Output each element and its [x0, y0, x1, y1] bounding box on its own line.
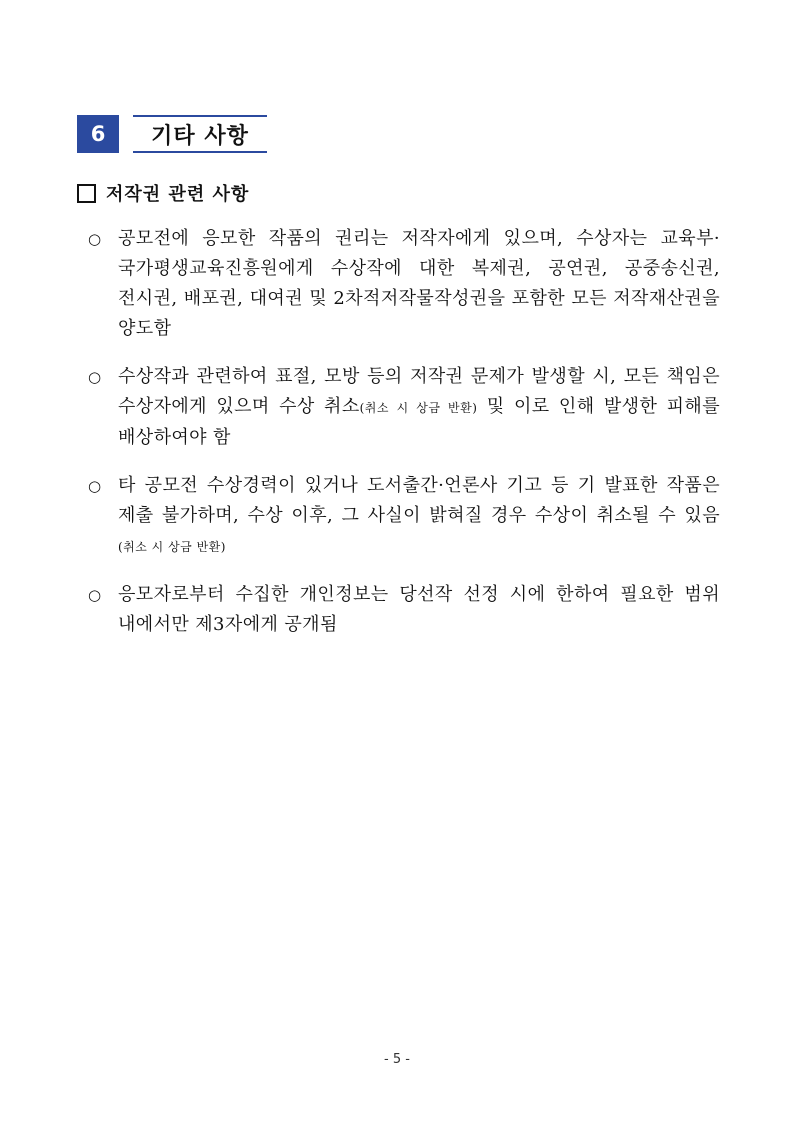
item-note: (취소 시 상금 반환) [118, 540, 226, 554]
list-item-text [118, 471, 720, 562]
item-note: (취소 시 상금 반환) [359, 401, 478, 415]
list-item [88, 471, 720, 562]
subsection-title: 저작권 관련 사항 [106, 184, 250, 205]
subsection-heading [77, 180, 249, 206]
item-list [88, 224, 720, 658]
item-text: 공모전에 응모한 작품의 권리는 저작자에게 있으며, 수상자는 교육부·국가평생교육진흥원에게 수상작에 대한 복제권, 공연권, 공중송신권, 전시권, 배포권, 대여권 및 2차적저작물작성권을 포함한 모든 저작재산권을 양도함 [118, 228, 720, 339]
list-item-text [118, 224, 720, 344]
section-header [77, 115, 267, 155]
list-item [88, 580, 720, 640]
circle-bullet-icon: ○ [88, 586, 102, 604]
list-item [88, 362, 720, 453]
list-item [88, 224, 720, 344]
circle-bullet-icon: ○ [88, 477, 102, 495]
page-number: - 5 - [384, 1052, 410, 1067]
item-text-after: 및 이로 인해 발생한 피해를 배상하여야 함 [118, 396, 721, 448]
item-text: 타 공모전 수상경력이 있거나 도서출간·언론사 기고 등 기 발표한 작품은 제출 불가하며, 수상 이후, 그 사실이 밝혀질 경우 수상이 취소될 수 있음 [118, 475, 720, 526]
list-item-text [118, 580, 720, 640]
list-item-text [118, 362, 720, 453]
circle-bullet-icon: ○ [88, 368, 102, 386]
item-text: 응모자로부터 수집한 개인정보는 당선작 선정 시에 한하여 필요한 범위 내에서만 제3자에게 공개됨 [118, 584, 720, 635]
checkbox-icon [77, 184, 96, 203]
section-title: 기타 사항 [151, 123, 249, 149]
section-title-box [133, 115, 267, 153]
section-number: 6 [77, 115, 119, 153]
circle-bullet-icon: ○ [88, 230, 102, 248]
item-text: 수상작과 관련하여 표절, 모방 등의 저작권 문제가 발생할 시, 모든 책임은 수상자에게 있으며 수상 취소 [118, 366, 720, 417]
